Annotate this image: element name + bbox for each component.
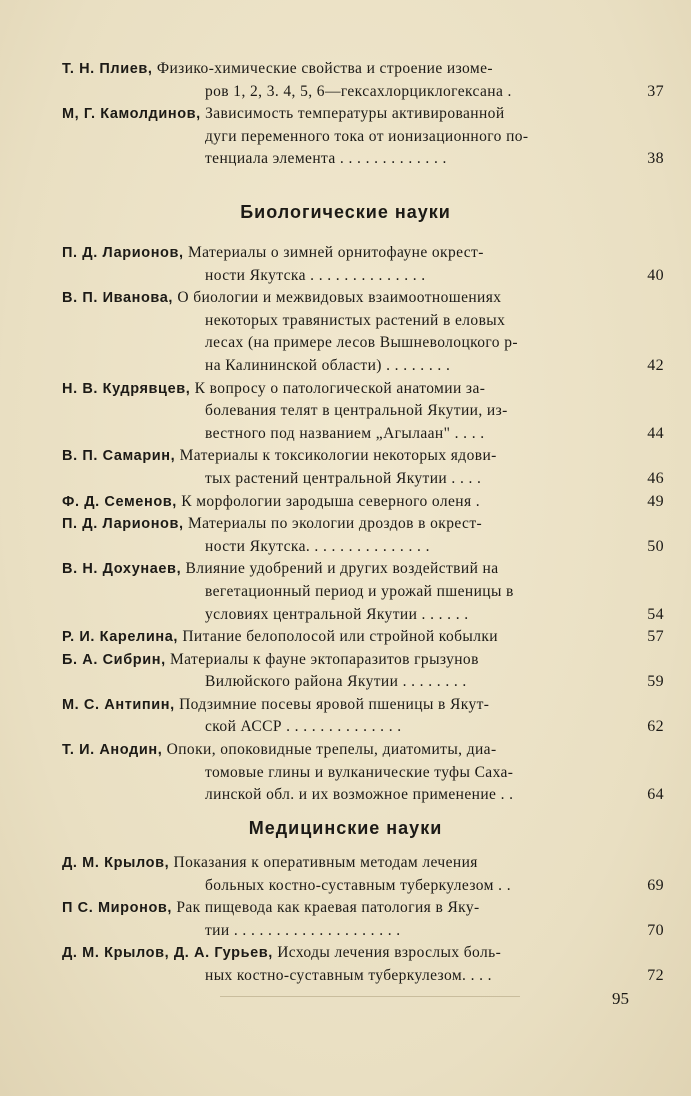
entry-title-line: больных костно-суставным туберкулезом . . bbox=[205, 876, 511, 894]
entry-title-line: Рак пищевода как краевая патология в Яку- bbox=[176, 899, 480, 917]
toc-entry bbox=[62, 103, 664, 171]
entry-title-line: условиях центральной Якутии . . . . . . bbox=[205, 605, 469, 623]
entry-title-line: Материалы к токсикологии некоторых ядови- bbox=[179, 447, 497, 465]
entry-title-line: Материалы о зимней орнитофауне окрест- bbox=[187, 244, 484, 261]
entry-title-line: ных костно-суставным туберкулезом. . . . bbox=[205, 966, 492, 984]
toc-entry bbox=[62, 242, 664, 287]
entry-title-line: К морфологии зародыша северного оленя . bbox=[181, 492, 481, 510]
toc-entry bbox=[62, 58, 664, 103]
entry-page-number: 62 bbox=[647, 718, 664, 736]
toc-entry bbox=[62, 445, 664, 490]
entry-page-number: 37 bbox=[647, 82, 664, 100]
toc-entry bbox=[62, 852, 664, 897]
entry-title-line: Влияние удобрений и других воздействий на bbox=[185, 560, 499, 578]
entry-page-number: 70 bbox=[647, 921, 664, 939]
entry-author: Т. И. Анодин, bbox=[62, 742, 163, 759]
page-folio-number: 95 bbox=[612, 989, 629, 1008]
entry-page-number: 59 bbox=[647, 673, 664, 691]
toc-entry bbox=[62, 558, 664, 626]
entry-author: Д. М. Крылов, bbox=[62, 855, 170, 871]
entry-group-medicine bbox=[0, 852, 691, 988]
entry-author: П С. Миронов, bbox=[62, 900, 173, 917]
entry-page-number: 50 bbox=[647, 537, 664, 555]
toc-entry bbox=[62, 626, 664, 649]
entry-title-line: ности Якутска . . . . . . . . . . . . . . bbox=[205, 266, 426, 284]
entry-title-line: болевания телят в центральной Якутии, из- bbox=[205, 402, 508, 420]
entry-title-line: тенциала элемента . . . . . . . . . . . . . bbox=[205, 150, 447, 168]
entry-author: Д. М. Крылов, Д. А. Гурьев, bbox=[62, 945, 273, 962]
entry-group-physics bbox=[0, 58, 691, 171]
entry-title-line: ности Якутска. . . . . . . . . . . . . . . bbox=[205, 537, 430, 555]
entry-title-line: томовые глины и вулканические туфы Саха- bbox=[205, 763, 514, 781]
entry-title-line: Питание белополосой или стройной кобылки bbox=[182, 628, 498, 646]
entry-page-number: 38 bbox=[647, 150, 664, 168]
entry-title-line: Зависимость температуры активированной bbox=[205, 105, 505, 123]
toc-entry bbox=[62, 942, 664, 987]
entry-title-line: ров 1, 2, 3. 4, 5, 6—гексахлорциклогексана . bbox=[205, 82, 512, 100]
entry-author: Ф. Д. Семенов, bbox=[62, 493, 177, 510]
entry-title-line: тии . . . . . . . . . . . . . . . . . . . . bbox=[205, 921, 401, 939]
entry-title-line: Физико-химические свойства и строение изоме- bbox=[156, 60, 493, 77]
entry-title-line: линской обл. и их возможное применение . . bbox=[205, 786, 514, 804]
section-heading-biology: Биологические науки bbox=[240, 202, 451, 222]
entry-title-line: на Калининской области) . . . . . . . . bbox=[205, 356, 451, 374]
entry-page-number: 57 bbox=[647, 628, 664, 646]
entry-author: Б. А. Сибрин, bbox=[62, 651, 166, 668]
entry-author: П. Д. Ларионов, bbox=[62, 516, 184, 533]
entry-title-line: Вилюйского района Якутии . . . . . . . . bbox=[205, 673, 467, 691]
entry-title-line: вестного под названием „Агылаан" . . . . bbox=[205, 424, 485, 442]
toc-entry bbox=[62, 694, 664, 739]
entry-title-line: тых растений центральной Якутии . . . . bbox=[205, 469, 482, 487]
entry-title-line: Материалы по экологии дроздов в окрест- bbox=[187, 515, 483, 533]
entry-author: Р. И. Карелина, bbox=[62, 629, 179, 646]
entry-author: П. Д. Ларионов, bbox=[62, 245, 184, 261]
entry-title-line: вегетационный период и урожай пшеницы в bbox=[205, 582, 514, 600]
entry-page-number: 44 bbox=[647, 424, 664, 442]
entry-page-number: 42 bbox=[647, 356, 664, 374]
entry-author: Т. Н. Плиев, bbox=[62, 61, 153, 77]
toc-entry bbox=[62, 513, 664, 558]
entry-title-line: некоторых травянистых растений в еловых bbox=[205, 311, 506, 329]
entry-author: В. П. Иванова, bbox=[62, 290, 174, 307]
entry-author: М. С. Антипин, bbox=[62, 696, 175, 713]
entry-page-number: 40 bbox=[647, 266, 664, 284]
toc-entry bbox=[62, 491, 664, 514]
entry-group-biology bbox=[0, 242, 691, 807]
entry-title-line: Подзимние посевы яровой пшеницы в Якут- bbox=[179, 695, 490, 713]
entry-title-line: К вопросу о патологической анатомии за- bbox=[194, 379, 486, 397]
entry-page-number: 49 bbox=[647, 492, 664, 510]
entry-title-line: О биологии и межвидовых взаимоотношениях bbox=[177, 289, 502, 307]
footer-rule bbox=[220, 996, 520, 997]
entry-page-number: 46 bbox=[647, 469, 664, 487]
entry-page-number: 69 bbox=[647, 876, 664, 894]
toc-entry bbox=[62, 739, 664, 807]
toc-entry bbox=[62, 378, 664, 446]
entry-author: Н. В. Кудрявцев, bbox=[62, 380, 191, 397]
entry-page-number: 64 bbox=[647, 786, 664, 804]
section-heading-medicine: Медицинские науки bbox=[248, 818, 443, 838]
entry-title-line: Материалы к фауне эктопаразитов грызунов bbox=[170, 650, 479, 668]
entry-title-line: лесах (на примере лесов Вышневолоцкого р- bbox=[205, 334, 518, 352]
entry-title-line: Опоки, опоковидные трепелы, диатомиты, диа- bbox=[166, 741, 497, 759]
toc-entry bbox=[62, 287, 664, 377]
entry-title-line: дуги переменного тока от ионизационного по- bbox=[205, 127, 529, 145]
entry-title-line: ской АССР . . . . . . . . . . . . . . bbox=[205, 718, 402, 736]
entry-title-line: Показания к оперативным методам лечения bbox=[173, 854, 478, 871]
entry-page-number: 54 bbox=[647, 605, 664, 623]
entry-author: В. П. Самарин, bbox=[62, 448, 176, 465]
toc-entry bbox=[62, 897, 664, 942]
entry-page-number: 72 bbox=[647, 966, 664, 984]
toc-entry bbox=[62, 649, 664, 694]
entry-title-line: Исходы лечения взрослых боль- bbox=[277, 944, 502, 962]
entry-author: В. Н. Дохунаев, bbox=[62, 561, 182, 578]
entry-author: М, Г. Камолдинов, bbox=[62, 106, 201, 123]
